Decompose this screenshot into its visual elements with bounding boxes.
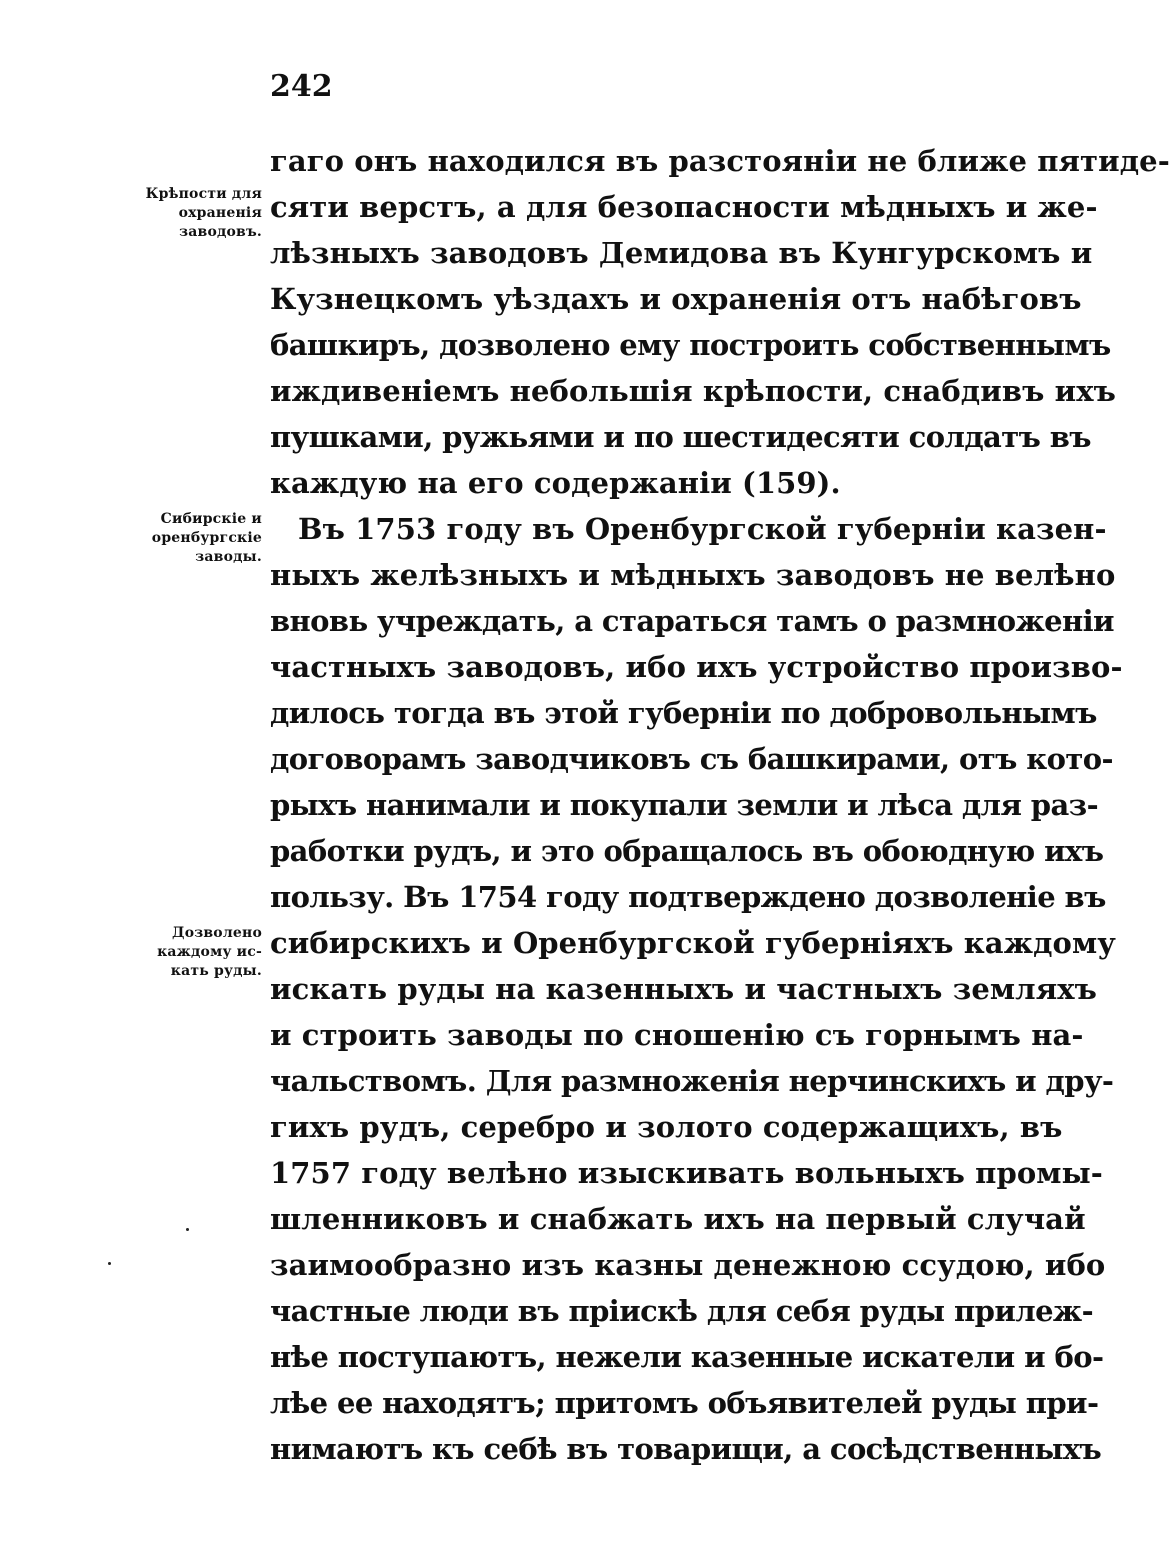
text-line: работки рудъ, и это обращалось въ обоюдную ихъ	[270, 834, 1104, 868]
text-line: заимообразно изъ казны денежною ссудою, ибо	[270, 1248, 1106, 1282]
text-line: рыхъ нанимали и покупали земли и лѣса для раз-	[270, 788, 1099, 822]
margin-note-line: заводы.	[195, 549, 262, 565]
margin-note-siberian-factories	[112, 510, 262, 567]
margin-note-fortresses	[112, 185, 262, 242]
margin-note-line: Крѣпости для	[145, 186, 262, 202]
margin-note-line: оренбургскіе	[151, 530, 262, 546]
margin-note-line: кать руды.	[170, 963, 262, 979]
margin-note-line: Дозволено	[172, 925, 262, 941]
text-line: сяти верстъ, а для безопасности мѣдныхъ и же-	[270, 190, 1098, 224]
text-line: частныхъ заводовъ, ибо ихъ устройство произво-	[270, 650, 1123, 684]
text-line: гихъ рудъ, серебро и золото содержащихъ, въ	[270, 1110, 1063, 1144]
text-line: и строить заводы по сношенію съ горнымъ на-	[270, 1018, 1084, 1052]
text-line: вновь учреждать, а стараться тамъ о размноженіи	[270, 604, 1114, 638]
text-line: пушками, ружьями и по шестидесяти солдатъ въ	[270, 420, 1091, 454]
text-line: Въ 1753 году въ Оренбургской губерніи казен-	[298, 512, 1107, 546]
text-line: сибирскихъ и Оренбургской губерніяхъ каждому	[270, 926, 1116, 960]
ink-speck	[186, 1228, 189, 1231]
page-number: 242	[270, 69, 333, 104]
text-line: башкиръ, дозволено ему построить собственнымъ	[270, 328, 1111, 362]
margin-note-ore-search	[112, 924, 262, 981]
text-line: пользу. Въ 1754 году подтверждено дозволеніе въ	[270, 880, 1106, 914]
text-line: иждивеніемъ небольшія крѣпости, снабдивъ ихъ	[270, 374, 1116, 408]
text-line: лѣе ее находятъ; притомъ объявителей руды при-	[270, 1386, 1099, 1420]
text-line: частные люди въ пріискѣ для себя руды прилеж-	[270, 1294, 1094, 1328]
text-line: ныхъ желѣзныхъ и мѣдныхъ заводовъ не велѣно	[270, 558, 1116, 592]
margin-note-line: Сибирскіе и	[160, 511, 262, 527]
text-line: каждую на его содержаніи (159).	[270, 466, 841, 500]
text-line: искать руды на казенныхъ и частныхъ земляхъ	[270, 972, 1097, 1006]
margin-note-line: охраненія	[178, 205, 262, 221]
body-text	[270, 138, 1170, 1472]
text-line: шленниковъ и снабжать ихъ на первый случай	[270, 1202, 1086, 1236]
text-line: дилось тогда въ этой губерніи по добровольнымъ	[270, 696, 1097, 730]
text-line: чальствомъ. Для размноженія нерчинскихъ и дру-	[270, 1064, 1114, 1098]
text-line: 1757 году велѣно изыскивать вольныхъ промы-	[270, 1156, 1103, 1190]
text-line: нѣе поступаютъ, нежели казенные искатели и бо-	[270, 1340, 1104, 1374]
margin-note-line: заводовъ.	[179, 224, 262, 240]
text-line: Кузнецкомъ уѣздахъ и охраненія отъ набѣговъ	[270, 282, 1082, 316]
text-line: нимаютъ къ себѣ въ товарищи, а сосѣдственныхъ	[270, 1432, 1102, 1466]
margin-note-line: каждому ис-	[157, 944, 262, 960]
text-line: лѣзныхъ заводовъ Демидова въ Кунгурскомъ и	[270, 236, 1093, 270]
ink-speck	[108, 1262, 111, 1265]
text-line: гаго онъ находился въ разстояніи не ближе пятиде-	[270, 144, 1170, 178]
text-line: договорамъ заводчиковъ съ башкирами, отъ кото-	[270, 742, 1113, 776]
